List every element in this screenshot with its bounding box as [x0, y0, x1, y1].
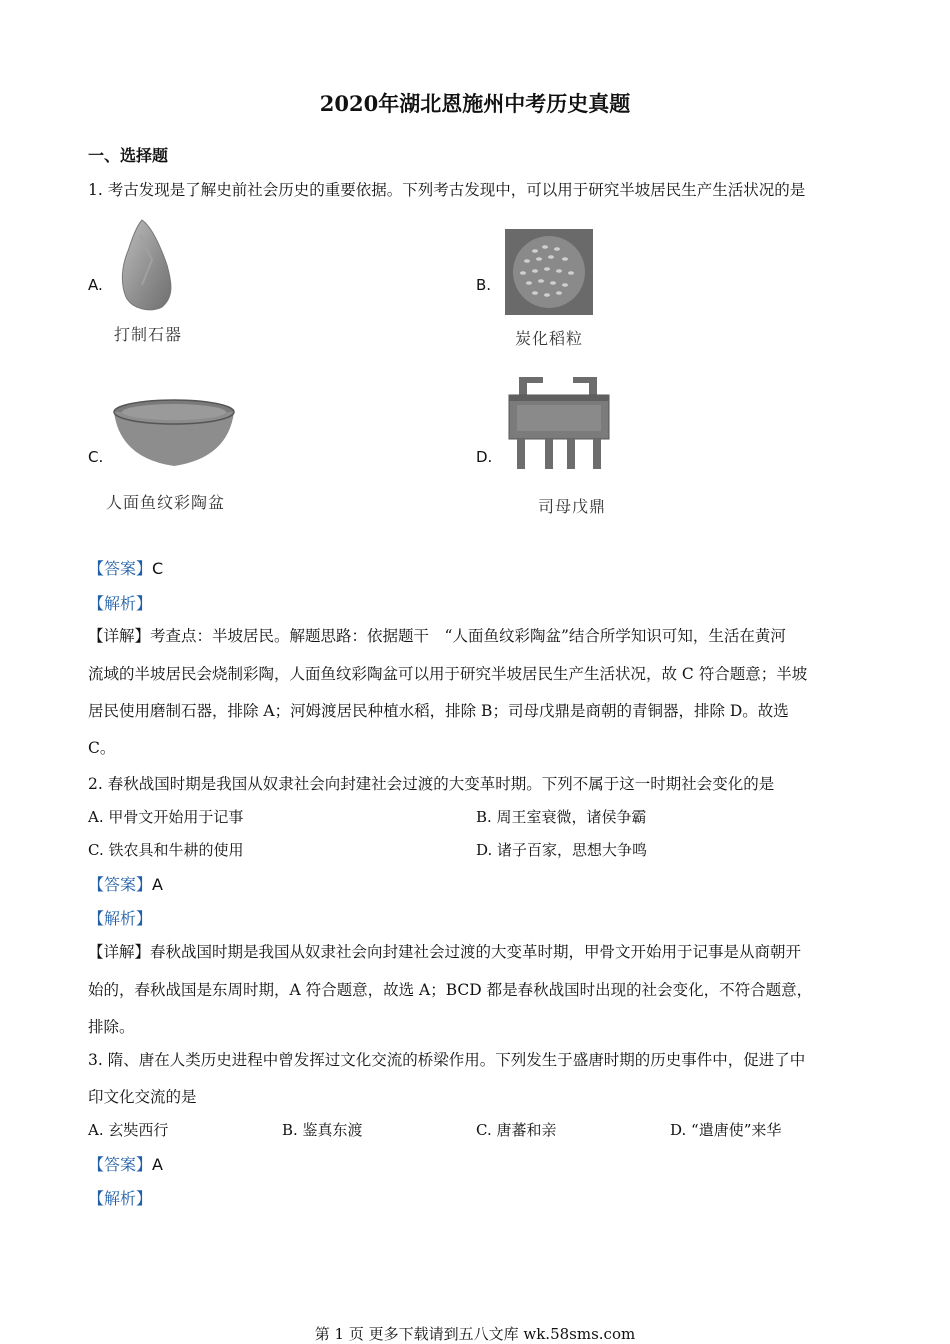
q1-option-d-caption: 司母戊鼎 [538, 497, 607, 516]
q1-option-a-label: A. [88, 276, 103, 294]
q3-option-c: C. 唐蕃和亲 [476, 1121, 557, 1139]
q3-option-b: B. 鉴真东渡 [282, 1121, 363, 1139]
q1-answer-tag: 【答案】 [88, 559, 153, 578]
q1-option-b-label: B. [476, 276, 492, 294]
q1-answer-line [88, 556, 163, 579]
q2-detail-text-1: 春秋战国时期是我国从奴隶社会向封建社会过渡的大变革时期，甲骨文开始用于记事是从商朝开 [150, 943, 802, 961]
q1-detail-line-1 [88, 624, 864, 646]
q2-option-b: B. 周王室衰微，诸侯争霸 [476, 808, 647, 826]
q3-analysis-tag: 【解析】 [88, 1189, 153, 1208]
q2-option-d: D. 诸子百家，思想大争鸣 [476, 841, 648, 859]
q2-answer: A [152, 875, 163, 894]
q3-option-a: A. 玄奘西行 [88, 1121, 169, 1139]
section-heading: 一、选择题 [88, 146, 169, 165]
q1-option-c-caption: 人面鱼纹彩陶盆 [106, 493, 226, 512]
q3-answer: A [152, 1155, 163, 1174]
q3-answer-line [88, 1152, 163, 1175]
rice-grains-icon [505, 229, 593, 315]
q1-option-c-label: C. [88, 448, 104, 466]
page-footer: 第 1 页 更多下载请到五八文库 wk.58sms.com [314, 1325, 636, 1343]
q3-stem-line-2: 印文化交流的是 [88, 1088, 197, 1106]
q3-stem-line-1: 3. 隋、唐在人类历史进程中曾发挥过文化交流的桥梁作用。下列发生于盛唐时期的历史事件中，促进了中 [88, 1051, 806, 1069]
q1-analysis-tag: 【解析】 [88, 594, 153, 613]
q1-stem: 1. 考古发现是了解史前社会历史的重要依据。下列考古发现中，可以用于研究半坡居民生产生活状况的是 [88, 181, 806, 199]
bronze-ding-icon [505, 375, 615, 475]
q1-detail-line-3: 居民使用磨制石器，排除 A；河姆渡居民种植水稻，排除 B；司母戊鼎是商朝的青铜器，排除 D。故选 [88, 702, 789, 720]
q2-answer-line [88, 872, 163, 895]
q3-option-d: D. “遣唐使”来华 [670, 1121, 782, 1139]
q1-detail-line-2: 流域的半坡居民会烧制彩陶，人面鱼纹彩陶盆可以用于研究半坡居民生产生活状况，故 C 符合题意；半坡 [88, 665, 808, 683]
q2-detail-tag: 【详解】 [88, 943, 151, 961]
q1-option-b-caption: 炭化稻粒 [515, 329, 584, 348]
q2-analysis-tag: 【解析】 [88, 909, 153, 928]
q3-answer-tag: 【答案】 [88, 1155, 153, 1174]
q2-detail-line-3: 排除。 [88, 1018, 135, 1036]
q1-answer: C [152, 559, 164, 578]
q1-option-d-label: D. [476, 448, 493, 466]
q2-detail-line-1 [88, 940, 864, 962]
q2-option-c: C. 铁农具和牛耕的使用 [88, 841, 244, 859]
q1-detail-tag: 【详解】 [88, 627, 151, 645]
q1-detail-line-4: C。 [88, 739, 116, 757]
q2-detail-line-2: 始的，春秋战国是东周时期，A 符合题意，故选 A；BCD 都是春秋战国时出现的社会变化，不符合题意， [88, 981, 813, 999]
stone-tool-icon [112, 215, 182, 315]
q1-detail-text-1: 考查点：半坡居民。解题思路：依据题干 “人面鱼纹彩陶盆”结合所学知识可知，生活在黄河 [150, 627, 786, 645]
q2-option-a: A. 甲骨文开始用于记事 [88, 808, 244, 826]
q1-option-a-caption: 打制石器 [114, 325, 183, 344]
q2-stem: 2. 春秋战国时期是我国从奴隶社会向封建社会过渡的大变革时期。下列不属于这一时期社会变化的是 [88, 775, 775, 793]
page-title: 2020年湖北恩施州中考历史真题 [319, 91, 631, 116]
q2-answer-tag: 【答案】 [88, 875, 153, 894]
pottery-basin-icon [112, 398, 237, 470]
